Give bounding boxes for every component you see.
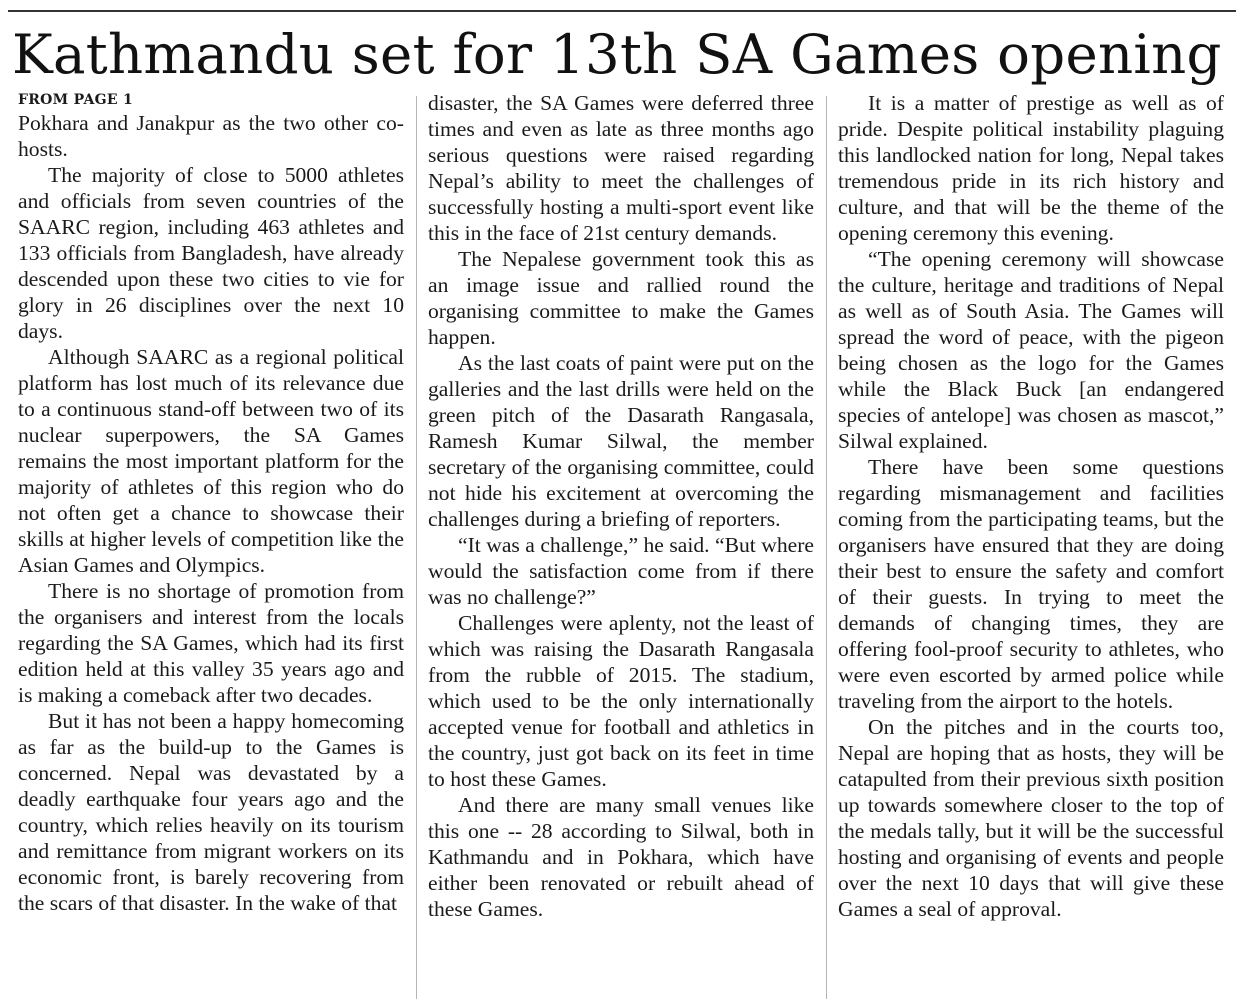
article-paragraph: Although SAARC as a regional political platform has lost much of its relevance due to a continuous stand-off between two of its nuclear superpowers, the SA Games remains the most important platform for the majority of athletes of this region who do not often get a chance to showcase their skills at higher levels of competition like the Asian Games and Olympics. [18, 345, 404, 577]
article-paragraph: On the pitches and in the courts too, Nepal are hoping that as hosts, they will be catapulted from their previous sixth position up towards somewhere closer to the top of the medals tally, but it will be the successful hosting and organising of events and people over the next 10 days that will give these Games a seal of approval. [838, 715, 1224, 921]
headline: Kathmandu set for 13th SA Games opening [12, 22, 1222, 86]
article-paragraph: The majority of close to 5000 athletes and officials from seven countries of the SAARC region, including 463 athletes and 133 officials from Bangladesh, have already descended upon these two cities to vie for glory in 26 disciplines over the next 10 days. [18, 163, 404, 343]
article-paragraph: Pokhara and Janakpur as the two other co-hosts. [18, 111, 404, 161]
column-divider [826, 96, 827, 999]
article-column-3 [838, 90, 1224, 1003]
article-paragraph: The Nepalese government took this as an image issue and rallied round the organising committee to make the Games happen. [428, 247, 814, 349]
article-paragraph: Challenges were aplenty, not the least of which was raising the Dasarath Rangasala from the rubble of 2015. The stadium, which used to be the only internationally accepted venue for football and athletics in the country, just got back on its feet in time to host these Games. [428, 611, 814, 791]
article-paragraph: There have been some questions regarding mismanagement and facilities coming from the participating teams, but the organisers have ensured that they are doing their best to ensure the safety and comfort of their guests. In trying to meet the demands of changing times, they are offering fool-proof security to athletes, who were even escorted by armed police while traveling from the airport to the hotels. [838, 455, 1224, 713]
kicker-from-page: FROM PAGE 1 [18, 92, 134, 108]
article-paragraph: It is a matter of prestige as well as of pride. Despite political instability plaguing this landlocked nation for long, Nepal takes tremendous pride in its rich history and culture, and that will be the theme of the opening ceremony this evening. [838, 91, 1224, 245]
top-rule [8, 10, 1236, 12]
article-column-1 [18, 90, 404, 1003]
article-paragraph: As the last coats of paint were put on the galleries and the last drills were held on the green pitch of the Dasarath Rangasala, Ramesh Kumar Silwal, the member secretary of the organising committee, could not hide his excitement at overcoming the challenges during a briefing of reporters. [428, 351, 814, 531]
article-column-2 [428, 90, 814, 1003]
column-divider [416, 96, 417, 999]
article-paragraph: There is no shortage of promotion from the organisers and interest from the locals regarding the SA Games, which had its first edition held at this valley 35 years ago and is making a comeback after two decades. [18, 579, 404, 707]
article-paragraph: But it has not been a happy homecoming as far as the build-up to the Games is concerned. Nepal was devastated by a deadly earthquake four years ago and the country, which relies heavily on its tourism and remittance from migrant workers on its economic front, is barely recovering from the scars of that disaster. In the wake of that [18, 709, 404, 915]
article-paragraph: And there are many small venues like this one -- 28 according to Silwal, both in Kathmandu and in Pokhara, which have either been renovated or rebuilt ahead of these Games. [428, 793, 814, 921]
article-paragraph: “The opening ceremony will showcase the culture, heritage and traditions of Nepal as well as of South Asia. The Games will spread the word of peace, with the pigeon being chosen as the logo for the Games while the Black Buck [an endangered species of antelope] was chosen as mascot,” Silwal explained. [838, 247, 1224, 453]
article-paragraph: “It was a challenge,” he said. “But where would the satisfaction come from if there was no challenge?” [428, 533, 814, 609]
article-paragraph: disaster, the SA Games were deferred three times and even as late as three months ago serious questions were raised regarding Nepal’s ability to meet the challenges of successfully hosting a multi-sport event like this in the face of 21st century demands. [428, 91, 814, 245]
